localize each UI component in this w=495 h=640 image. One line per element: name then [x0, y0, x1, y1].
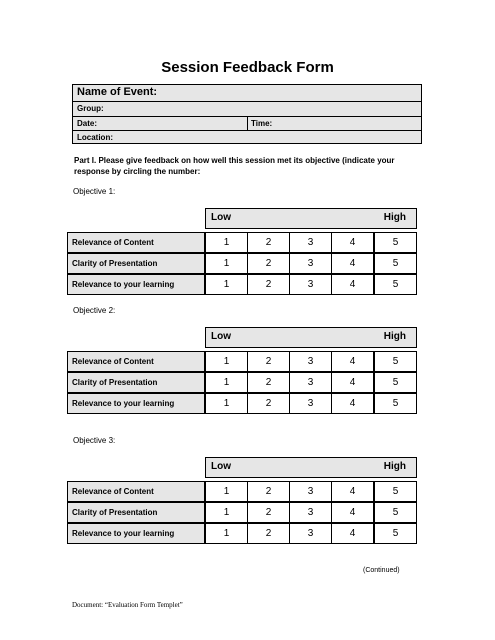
- rating-4[interactable]: 4: [331, 481, 374, 502]
- location-label: Location:: [77, 133, 113, 142]
- rating-3[interactable]: 3: [289, 523, 332, 544]
- rating-2[interactable]: 2: [247, 372, 290, 393]
- rating-1[interactable]: 1: [205, 481, 248, 502]
- scale-low: Low: [211, 461, 231, 472]
- rating-4[interactable]: 4: [331, 393, 374, 414]
- rating-1[interactable]: 1: [205, 351, 248, 372]
- criterion-label: Relevance of Content: [67, 351, 205, 372]
- date-label: Date:: [77, 119, 98, 128]
- objective-3-label: Objective 3:: [73, 436, 116, 445]
- page-title: Session Feedback Form: [161, 59, 334, 76]
- table-row: [67, 372, 418, 393]
- rating-2[interactable]: 2: [247, 481, 290, 502]
- objective-2-label: Objective 2:: [73, 306, 116, 315]
- scale-low: Low: [211, 331, 231, 342]
- time-label: Time:: [251, 119, 273, 128]
- table-row: [67, 232, 418, 253]
- event-name-label: Name of Event:: [77, 86, 158, 98]
- criterion-label: Relevance of Content: [67, 481, 205, 502]
- rating-5[interactable]: 5: [374, 502, 417, 523]
- rating-1[interactable]: 1: [205, 393, 248, 414]
- instructions: Part I. Please give feedback on how well this session met its objective (indicate your response by circling the number:: [74, 156, 395, 176]
- rating-5[interactable]: 5: [374, 372, 417, 393]
- rating-1[interactable]: 1: [205, 523, 248, 544]
- objective-1-label: Objective 1:: [73, 187, 116, 196]
- criterion-label: Clarity of Presentation: [67, 253, 205, 274]
- location-row[interactable]: [73, 130, 421, 144]
- rating-4[interactable]: 4: [331, 274, 374, 295]
- rating-3[interactable]: 3: [289, 502, 332, 523]
- rating-3[interactable]: 3: [289, 232, 332, 253]
- scale-high: High: [383, 331, 406, 342]
- event-info-box: [72, 84, 422, 144]
- scale-header: [205, 457, 417, 478]
- criterion-label: Relevance to your learning: [67, 274, 205, 295]
- scale-header: [205, 208, 417, 229]
- rating-3[interactable]: 3: [289, 351, 332, 372]
- table-row: [67, 502, 418, 523]
- table-row: [67, 523, 418, 544]
- rating-1[interactable]: 1: [205, 274, 248, 295]
- rating-5[interactable]: 5: [374, 481, 417, 502]
- table-row: [67, 393, 418, 414]
- rating-2[interactable]: 2: [247, 274, 290, 295]
- date-time-divider: [247, 117, 248, 131]
- rating-4[interactable]: 4: [331, 372, 374, 393]
- table-row: [67, 351, 418, 372]
- rating-3[interactable]: 3: [289, 372, 332, 393]
- continued-note: (Continued): [363, 567, 400, 574]
- rating-4[interactable]: 4: [331, 232, 374, 253]
- rating-3[interactable]: 3: [289, 393, 332, 414]
- rating-4[interactable]: 4: [331, 253, 374, 274]
- rating-5[interactable]: 5: [374, 253, 417, 274]
- rating-2[interactable]: 2: [247, 351, 290, 372]
- footer-document-name: Document: “Evaluation Form Templet”: [72, 601, 183, 609]
- rating-3[interactable]: 3: [289, 274, 332, 295]
- table-row: [67, 253, 418, 274]
- rating-4[interactable]: 4: [331, 502, 374, 523]
- rating-2[interactable]: 2: [247, 232, 290, 253]
- rating-2[interactable]: 2: [247, 393, 290, 414]
- rating-5[interactable]: 5: [374, 351, 417, 372]
- rating-5[interactable]: 5: [374, 274, 417, 295]
- rating-4[interactable]: 4: [331, 351, 374, 372]
- criterion-label: Relevance to your learning: [67, 523, 205, 544]
- rating-1[interactable]: 1: [205, 502, 248, 523]
- rating-1[interactable]: 1: [205, 232, 248, 253]
- rating-5[interactable]: 5: [374, 232, 417, 253]
- rating-1[interactable]: 1: [205, 253, 248, 274]
- date-time-row[interactable]: [73, 116, 421, 131]
- criterion-label: Relevance of Content: [67, 232, 205, 253]
- group-label: Group:: [77, 104, 104, 113]
- table-row: [67, 274, 418, 295]
- group-row[interactable]: [73, 101, 421, 116]
- rating-5[interactable]: 5: [374, 523, 417, 544]
- rating-3[interactable]: 3: [289, 253, 332, 274]
- rating-2[interactable]: 2: [247, 253, 290, 274]
- scale-high: High: [383, 212, 406, 223]
- rating-4[interactable]: 4: [331, 523, 374, 544]
- rating-5[interactable]: 5: [374, 393, 417, 414]
- criterion-label: Relevance to your learning: [67, 393, 205, 414]
- rating-3[interactable]: 3: [289, 481, 332, 502]
- rating-2[interactable]: 2: [247, 502, 290, 523]
- table-row: [67, 481, 418, 502]
- rating-2[interactable]: 2: [247, 523, 290, 544]
- scale-high: High: [383, 461, 406, 472]
- rating-1[interactable]: 1: [205, 372, 248, 393]
- criterion-label: Clarity of Presentation: [67, 502, 205, 523]
- scale-low: Low: [211, 212, 231, 223]
- scale-header: [205, 327, 417, 348]
- criterion-label: Clarity of Presentation: [67, 372, 205, 393]
